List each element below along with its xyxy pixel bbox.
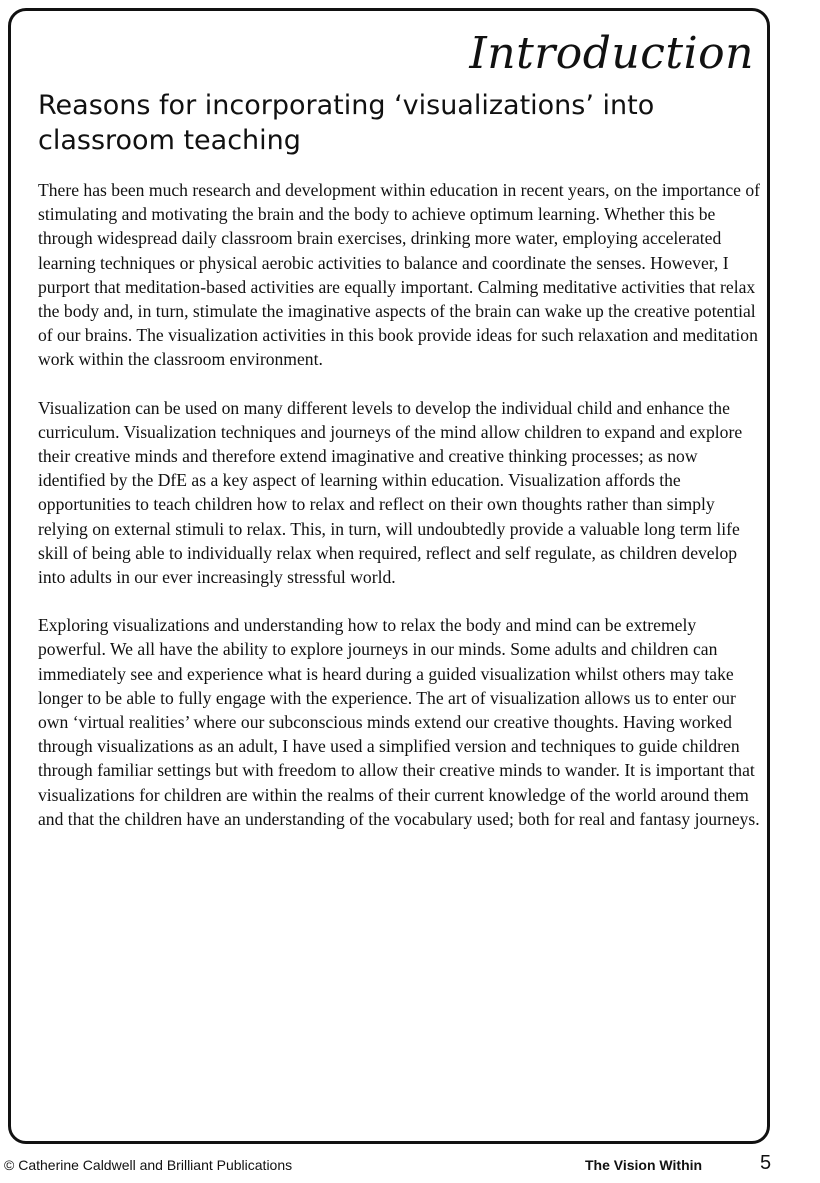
paragraph-2: Visualization can be used on many different levels to develop the individual child and enhance the curriculum. Visualization techniques and journeys of the mind allow children to expand and explore their creative minds and therefore extend imaginative and creative thinking processes; as now identified by the DfE as a key aspect of learning within education. Visualization affords the opportunities to teach children how to relax and reflect on their own thoughts rather than simply relying on external stimuli to relax. This, in turn, will undoubtedly provide a valuable long term life skill of being able to individually relax when required, reflect and self regulate, as children develop into adults in our ever increasingly stressful world. [38, 397, 743, 588]
body-text [38, 178, 768, 855]
page-number: 5 [760, 1152, 772, 1174]
page-footer [0, 1154, 820, 1178]
section-heading: Reasons for incorporating ‘visualizations’ into classroom teaching [38, 90, 655, 156]
paragraph-3: Exploring visualizations and understanding how to relax the body and mind can be extremely powerful. We all have the ability to explore journeys in our minds. Some adults and children can immediately see and experience what is heard during a guided visualization whilst others may take longer to be able to fully engage with the experience. The art of visualization allows us to enter our own ‘virtual realities’ where our subconscious minds extend our creative thoughts. Having worked through visualizations as an adult, I have used a simplified version and techniques to guide children through familiar settings but with freedom to allow their creative minds to wander. It is important that visualizations for children are within the realms of their current knowledge of the world around them and that the children have an understanding of the vocabulary used; both for real and fantasy journeys. [38, 615, 760, 829]
book-title: The Vision Within [585, 1157, 703, 1173]
copyright-notice: © Catherine Caldwell and Brilliant Publications [4, 1157, 293, 1173]
page-title: Introduction [469, 28, 754, 79]
paragraph-1: There has been much research and development within education in recent years, on the importance of stimulating and motivating the brain and the body to achieve optimum learning. Whether this be through widespread daily classroom brain exercises, drinking more water, employing accelerated learning techniques or physical aerobic activities to balance and coordinate the senses. However, I purport that meditation-based activities are equally important. Calming meditative activities that relax the body and, in turn, stimulate the imaginative aspects of the brain can wake up the creative potential of our brains. The visualization activities in this book provide ideas for such relaxation and meditation work within the classroom environment. [38, 180, 761, 370]
